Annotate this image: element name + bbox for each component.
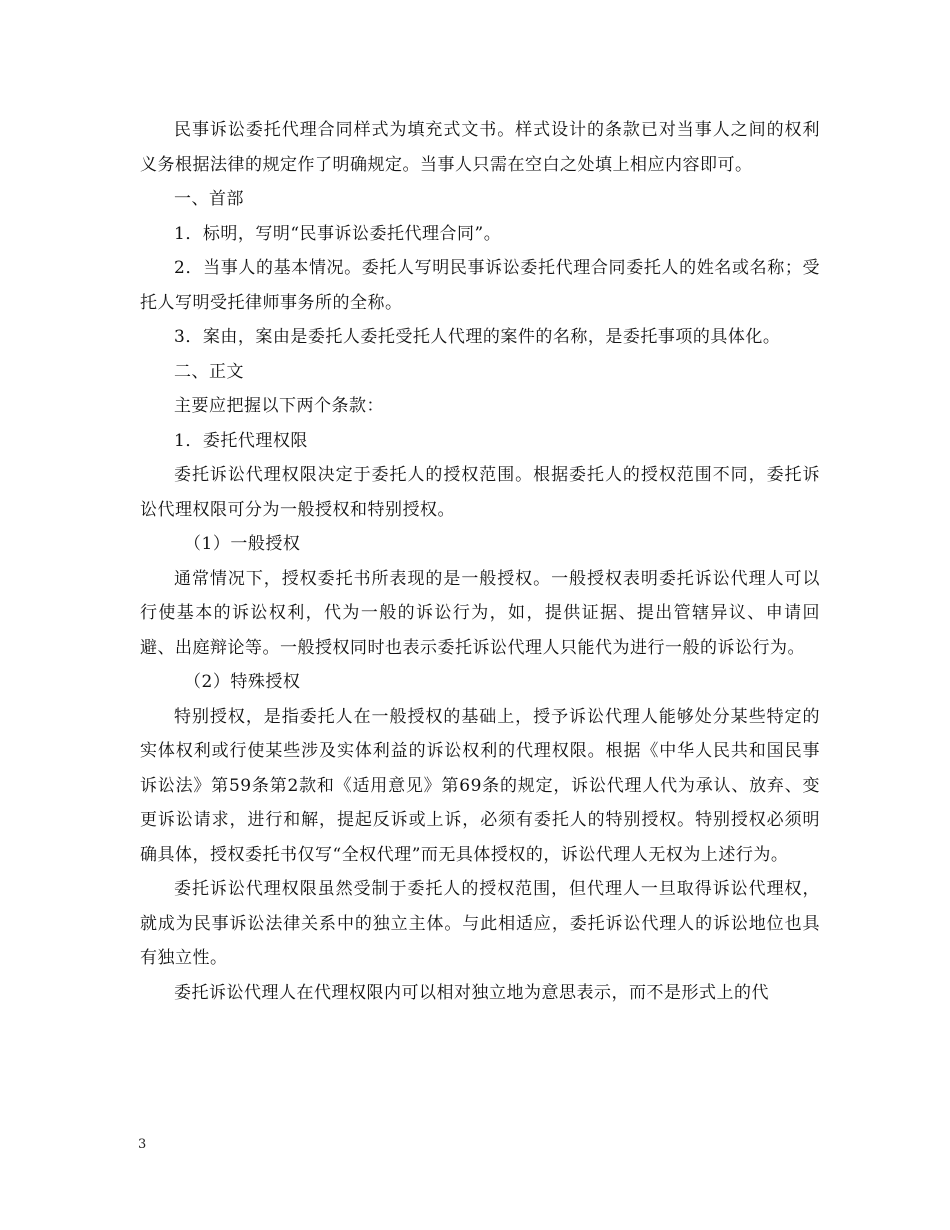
subheading-general-authorization: （1）一般授权 [184, 534, 301, 554]
independence-paragraph: 委托诉讼代理权限虽然受制于委托人的授权范围，但代理人一旦取得诉讼代理权，就成为民事诉讼法律关系中的独立主体。与此相适应，委托诉讼代理人的诉讼地位也具有独立性。 [140, 879, 820, 968]
intro-paragraph: 民事诉讼委托代理合同样式为填充式文书。样式设计的条款已对当事人之间的权利义务根据法律的规定作了明确规定。当事人只需在空白之处填上相应内容即可。 [140, 120, 820, 175]
item-parties-paragraph: 2．当事人的基本情况。委托人写明民事诉讼委托代理合同委托人的姓名或名称；受托人写明受托律师事务所的全称。 [140, 258, 820, 313]
section-heading-header: 一、首部 [174, 189, 244, 209]
body-intro-paragraph: 主要应把握以下两个条款： [174, 396, 384, 416]
general-authorization-paragraph: 通常情况下，授权委托书所表现的是一般授权。一般授权表明委托诉讼代理人可以行使基本的诉讼权利，代为一般的诉讼行为，如，提供证据、提出管辖异议、申请回避、出庭辩论等。一般授权同时也表示委托诉讼代理人只能代为进行一般的诉讼行为。 [140, 568, 820, 658]
item-title-paragraph: 1．标明，写明“民事诉讼委托代理合同”。 [174, 223, 502, 244]
authority-scope-paragraph: 委托诉讼代理权限决定于委托人的授权范围。根据委托人的授权范围不同，委托诉讼代理权限可分为一般授权和特别授权。 [140, 465, 820, 520]
section-heading-body: 二、正文 [174, 361, 244, 382]
subheading-special-authorization: （2）特殊授权 [184, 672, 301, 692]
document-body [140, 113, 820, 1010]
continuation-paragraph: 委托诉讼代理人在代理权限内可以相对独立地为意思表示，而不是形式上的代 [174, 982, 769, 1003]
item-cause-paragraph: 3．案由，案由是委托人委托受托人代理的案件的名称，是委托事项的具体化。 [174, 327, 781, 347]
special-authorization-paragraph: 特别授权，是指委托人在一般授权的基础上，授予诉讼代理人能够处分某些特定的实体权利或行使某些涉及实体利益的诉讼权利的代理权限。根据《中华人民共和国民事诉讼法》第59条第2款和《适用意见》第69条的规定，诉讼代理人代为承认、放弃、变更诉讼请求，进行和解，提起反诉或上诉，必须有委托人的特别授权。特别授权必须明确具体，授权委托书仅写“全权代理”而无具体授权的，诉讼代理人无权为上述行为。 [140, 706, 820, 865]
subheading-authority: 1．委托代理权限 [174, 430, 308, 451]
page-number: 3 [138, 1137, 147, 1152]
